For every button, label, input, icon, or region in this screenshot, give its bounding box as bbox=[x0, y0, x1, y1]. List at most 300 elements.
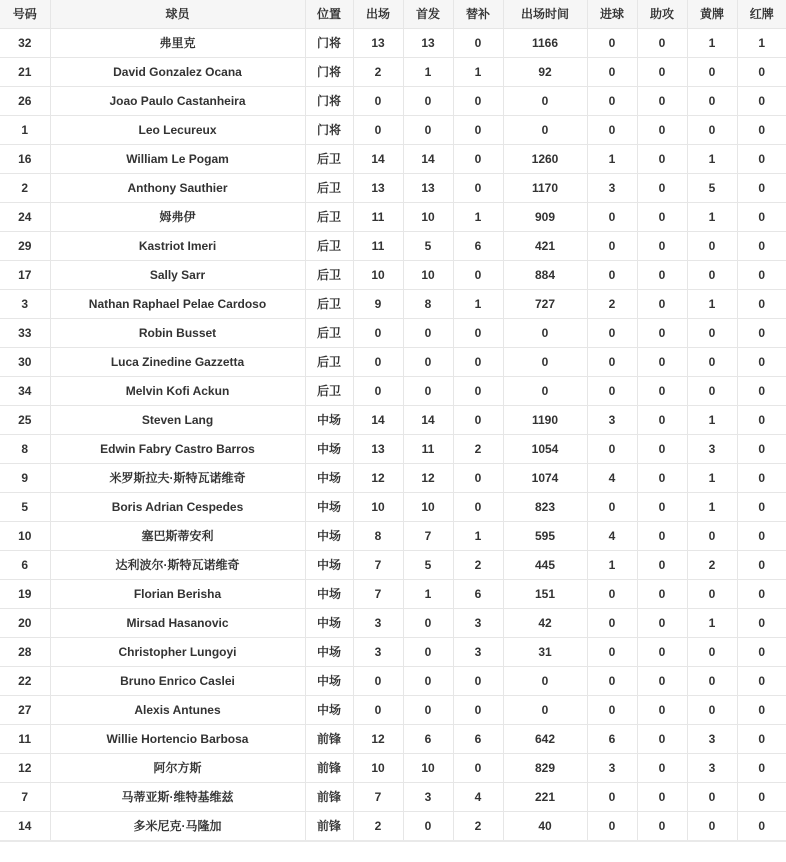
cell-assists: 0 bbox=[637, 609, 687, 638]
cell-minutes: 445 bbox=[503, 551, 587, 580]
table-row bbox=[0, 116, 786, 145]
cell-red_cards: 0 bbox=[737, 754, 786, 783]
table-row bbox=[0, 609, 786, 638]
cell-substitute: 1 bbox=[453, 58, 503, 87]
cell-position: 门将 bbox=[305, 87, 353, 116]
cell-yellow_cards: 2 bbox=[687, 551, 737, 580]
cell-red_cards: 0 bbox=[737, 522, 786, 551]
cell-appearances: 3 bbox=[353, 609, 403, 638]
cell-substitute: 0 bbox=[453, 87, 503, 116]
cell-position: 中场 bbox=[305, 638, 353, 667]
cell-position: 中场 bbox=[305, 464, 353, 493]
cell-assists: 0 bbox=[637, 551, 687, 580]
cell-yellow_cards: 0 bbox=[687, 696, 737, 725]
cell-assists: 0 bbox=[637, 319, 687, 348]
cell-red_cards: 0 bbox=[737, 87, 786, 116]
table-row bbox=[0, 638, 786, 667]
cell-appearances: 3 bbox=[353, 638, 403, 667]
cell-goals: 0 bbox=[587, 377, 637, 406]
cell-assists: 0 bbox=[637, 116, 687, 145]
cell-position: 中场 bbox=[305, 609, 353, 638]
cell-minutes: 642 bbox=[503, 725, 587, 754]
cell-position: 中场 bbox=[305, 435, 353, 464]
cell-starts: 11 bbox=[403, 435, 453, 464]
cell-yellow_cards: 0 bbox=[687, 812, 737, 841]
cell-assists: 0 bbox=[637, 290, 687, 319]
cell-player: Willie Hortencio Barbosa bbox=[50, 725, 305, 754]
cell-red_cards: 0 bbox=[737, 232, 786, 261]
cell-player: Anthony Sauthier bbox=[50, 174, 305, 203]
cell-goals: 0 bbox=[587, 319, 637, 348]
cell-player: 米罗斯拉夫·斯特瓦诺维奇 bbox=[50, 464, 305, 493]
cell-player: 多米尼克·马隆加 bbox=[50, 812, 305, 841]
cell-goals: 1 bbox=[587, 145, 637, 174]
cell-number: 19 bbox=[0, 580, 50, 609]
cell-yellow_cards: 0 bbox=[687, 348, 737, 377]
cell-assists: 0 bbox=[637, 580, 687, 609]
cell-player: Edwin Fabry Castro Barros bbox=[50, 435, 305, 464]
cell-substitute: 0 bbox=[453, 174, 503, 203]
column-header-goals: 进球 bbox=[587, 0, 637, 29]
cell-starts: 13 bbox=[403, 29, 453, 58]
cell-goals: 0 bbox=[587, 580, 637, 609]
cell-number: 3 bbox=[0, 290, 50, 319]
cell-yellow_cards: 0 bbox=[687, 58, 737, 87]
cell-appearances: 2 bbox=[353, 812, 403, 841]
cell-yellow_cards: 1 bbox=[687, 609, 737, 638]
cell-red_cards: 0 bbox=[737, 348, 786, 377]
cell-minutes: 727 bbox=[503, 290, 587, 319]
cell-position: 后卫 bbox=[305, 348, 353, 377]
cell-minutes: 1260 bbox=[503, 145, 587, 174]
cell-red_cards: 0 bbox=[737, 493, 786, 522]
cell-starts: 0 bbox=[403, 609, 453, 638]
cell-minutes: 1074 bbox=[503, 464, 587, 493]
cell-goals: 0 bbox=[587, 261, 637, 290]
cell-substitute: 1 bbox=[453, 290, 503, 319]
cell-appearances: 10 bbox=[353, 754, 403, 783]
cell-red_cards: 1 bbox=[737, 29, 786, 58]
cell-starts: 0 bbox=[403, 377, 453, 406]
cell-player: Mirsad Hasanovic bbox=[50, 609, 305, 638]
cell-red_cards: 0 bbox=[737, 725, 786, 754]
cell-starts: 8 bbox=[403, 290, 453, 319]
cell-number: 26 bbox=[0, 87, 50, 116]
cell-substitute: 0 bbox=[453, 145, 503, 174]
cell-goals: 0 bbox=[587, 667, 637, 696]
cell-assists: 0 bbox=[637, 261, 687, 290]
cell-minutes: 1170 bbox=[503, 174, 587, 203]
cell-player: Joao Paulo Castanheira bbox=[50, 87, 305, 116]
table-row bbox=[0, 203, 786, 232]
cell-goals: 0 bbox=[587, 348, 637, 377]
cell-goals: 0 bbox=[587, 435, 637, 464]
table-row bbox=[0, 406, 786, 435]
cell-substitute: 0 bbox=[453, 667, 503, 696]
cell-yellow_cards: 0 bbox=[687, 87, 737, 116]
cell-starts: 0 bbox=[403, 319, 453, 348]
table-row bbox=[0, 696, 786, 725]
cell-red_cards: 0 bbox=[737, 290, 786, 319]
cell-red_cards: 0 bbox=[737, 406, 786, 435]
cell-minutes: 0 bbox=[503, 116, 587, 145]
cell-substitute: 6 bbox=[453, 725, 503, 754]
cell-red_cards: 0 bbox=[737, 203, 786, 232]
cell-assists: 0 bbox=[637, 29, 687, 58]
cell-red_cards: 0 bbox=[737, 319, 786, 348]
cell-number: 27 bbox=[0, 696, 50, 725]
cell-substitute: 0 bbox=[453, 754, 503, 783]
table-row bbox=[0, 783, 786, 812]
cell-player: Florian Berisha bbox=[50, 580, 305, 609]
cell-substitute: 0 bbox=[453, 377, 503, 406]
cell-starts: 6 bbox=[403, 725, 453, 754]
cell-red_cards: 0 bbox=[737, 435, 786, 464]
cell-player: Sally Sarr bbox=[50, 261, 305, 290]
cell-starts: 14 bbox=[403, 406, 453, 435]
table-row bbox=[0, 522, 786, 551]
table-row bbox=[0, 435, 786, 464]
cell-appearances: 11 bbox=[353, 203, 403, 232]
cell-position: 后卫 bbox=[305, 261, 353, 290]
cell-position: 中场 bbox=[305, 696, 353, 725]
cell-assists: 0 bbox=[637, 377, 687, 406]
cell-assists: 0 bbox=[637, 406, 687, 435]
cell-number: 11 bbox=[0, 725, 50, 754]
cell-starts: 10 bbox=[403, 493, 453, 522]
cell-goals: 0 bbox=[587, 232, 637, 261]
cell-player: Steven Lang bbox=[50, 406, 305, 435]
cell-assists: 0 bbox=[637, 667, 687, 696]
cell-minutes: 823 bbox=[503, 493, 587, 522]
cell-starts: 0 bbox=[403, 812, 453, 841]
cell-assists: 0 bbox=[637, 725, 687, 754]
column-header-position: 位置 bbox=[305, 0, 353, 29]
cell-number: 33 bbox=[0, 319, 50, 348]
cell-appearances: 13 bbox=[353, 435, 403, 464]
cell-red_cards: 0 bbox=[737, 812, 786, 841]
cell-substitute: 6 bbox=[453, 232, 503, 261]
cell-assists: 0 bbox=[637, 232, 687, 261]
cell-yellow_cards: 0 bbox=[687, 319, 737, 348]
cell-assists: 0 bbox=[637, 348, 687, 377]
cell-assists: 0 bbox=[637, 754, 687, 783]
cell-substitute: 0 bbox=[453, 406, 503, 435]
cell-minutes: 0 bbox=[503, 667, 587, 696]
cell-number: 25 bbox=[0, 406, 50, 435]
cell-minutes: 884 bbox=[503, 261, 587, 290]
cell-player: Kastriot Imeri bbox=[50, 232, 305, 261]
cell-substitute: 2 bbox=[453, 551, 503, 580]
cell-position: 前锋 bbox=[305, 725, 353, 754]
cell-player: 塞巴斯蒂安利 bbox=[50, 522, 305, 551]
cell-appearances: 10 bbox=[353, 493, 403, 522]
cell-appearances: 11 bbox=[353, 232, 403, 261]
cell-starts: 5 bbox=[403, 232, 453, 261]
cell-appearances: 13 bbox=[353, 174, 403, 203]
cell-yellow_cards: 3 bbox=[687, 435, 737, 464]
cell-goals: 3 bbox=[587, 174, 637, 203]
cell-number: 5 bbox=[0, 493, 50, 522]
cell-goals: 6 bbox=[587, 725, 637, 754]
cell-yellow_cards: 1 bbox=[687, 464, 737, 493]
cell-appearances: 10 bbox=[353, 261, 403, 290]
cell-appearances: 9 bbox=[353, 290, 403, 319]
table-row bbox=[0, 261, 786, 290]
cell-position: 后卫 bbox=[305, 174, 353, 203]
cell-position: 门将 bbox=[305, 116, 353, 145]
cell-starts: 1 bbox=[403, 58, 453, 87]
cell-starts: 0 bbox=[403, 667, 453, 696]
cell-position: 后卫 bbox=[305, 232, 353, 261]
column-header-substitute: 替补 bbox=[453, 0, 503, 29]
cell-appearances: 13 bbox=[353, 29, 403, 58]
cell-assists: 0 bbox=[637, 638, 687, 667]
cell-yellow_cards: 0 bbox=[687, 667, 737, 696]
cell-position: 后卫 bbox=[305, 319, 353, 348]
column-header-minutes: 出场时间 bbox=[503, 0, 587, 29]
cell-substitute: 4 bbox=[453, 783, 503, 812]
cell-number: 9 bbox=[0, 464, 50, 493]
cell-assists: 0 bbox=[637, 783, 687, 812]
cell-number: 6 bbox=[0, 551, 50, 580]
cell-yellow_cards: 0 bbox=[687, 783, 737, 812]
table-bottom-divider bbox=[0, 840, 786, 842]
cell-assists: 0 bbox=[637, 203, 687, 232]
cell-starts: 0 bbox=[403, 348, 453, 377]
column-header-number: 号码 bbox=[0, 0, 50, 29]
table-row bbox=[0, 580, 786, 609]
cell-goals: 0 bbox=[587, 203, 637, 232]
cell-minutes: 151 bbox=[503, 580, 587, 609]
cell-yellow_cards: 1 bbox=[687, 145, 737, 174]
cell-goals: 4 bbox=[587, 522, 637, 551]
cell-minutes: 829 bbox=[503, 754, 587, 783]
cell-starts: 12 bbox=[403, 464, 453, 493]
cell-player: 达利波尔·斯特瓦诺维奇 bbox=[50, 551, 305, 580]
cell-minutes: 421 bbox=[503, 232, 587, 261]
cell-goals: 3 bbox=[587, 406, 637, 435]
cell-position: 中场 bbox=[305, 522, 353, 551]
cell-starts: 13 bbox=[403, 174, 453, 203]
cell-yellow_cards: 0 bbox=[687, 580, 737, 609]
cell-number: 2 bbox=[0, 174, 50, 203]
table-row bbox=[0, 812, 786, 841]
cell-minutes: 1190 bbox=[503, 406, 587, 435]
cell-yellow_cards: 3 bbox=[687, 725, 737, 754]
cell-goals: 2 bbox=[587, 290, 637, 319]
cell-red_cards: 0 bbox=[737, 551, 786, 580]
cell-substitute: 2 bbox=[453, 812, 503, 841]
cell-substitute: 1 bbox=[453, 522, 503, 551]
cell-substitute: 0 bbox=[453, 29, 503, 58]
cell-substitute: 0 bbox=[453, 696, 503, 725]
cell-red_cards: 0 bbox=[737, 174, 786, 203]
cell-number: 7 bbox=[0, 783, 50, 812]
cell-number: 24 bbox=[0, 203, 50, 232]
cell-assists: 0 bbox=[637, 812, 687, 841]
cell-substitute: 1 bbox=[453, 203, 503, 232]
table-row bbox=[0, 58, 786, 87]
cell-position: 后卫 bbox=[305, 203, 353, 232]
cell-position: 中场 bbox=[305, 667, 353, 696]
cell-red_cards: 0 bbox=[737, 696, 786, 725]
cell-appearances: 0 bbox=[353, 116, 403, 145]
cell-goals: 0 bbox=[587, 29, 637, 58]
cell-player: Boris Adrian Cespedes bbox=[50, 493, 305, 522]
cell-starts: 10 bbox=[403, 203, 453, 232]
cell-position: 前锋 bbox=[305, 812, 353, 841]
table-row bbox=[0, 464, 786, 493]
cell-assists: 0 bbox=[637, 145, 687, 174]
cell-yellow_cards: 0 bbox=[687, 232, 737, 261]
cell-number: 30 bbox=[0, 348, 50, 377]
table-row bbox=[0, 667, 786, 696]
cell-minutes: 92 bbox=[503, 58, 587, 87]
cell-player: Melvin Kofi Ackun bbox=[50, 377, 305, 406]
cell-minutes: 0 bbox=[503, 319, 587, 348]
cell-substitute: 3 bbox=[453, 638, 503, 667]
cell-red_cards: 0 bbox=[737, 783, 786, 812]
column-header-assists: 助攻 bbox=[637, 0, 687, 29]
cell-player: Christopher Lungoyi bbox=[50, 638, 305, 667]
cell-substitute: 0 bbox=[453, 493, 503, 522]
cell-goals: 0 bbox=[587, 696, 637, 725]
cell-starts: 3 bbox=[403, 783, 453, 812]
table-row bbox=[0, 754, 786, 783]
cell-minutes: 909 bbox=[503, 203, 587, 232]
cell-yellow_cards: 0 bbox=[687, 116, 737, 145]
cell-appearances: 12 bbox=[353, 464, 403, 493]
cell-appearances: 2 bbox=[353, 58, 403, 87]
cell-yellow_cards: 1 bbox=[687, 493, 737, 522]
cell-minutes: 0 bbox=[503, 377, 587, 406]
cell-red_cards: 0 bbox=[737, 667, 786, 696]
cell-yellow_cards: 5 bbox=[687, 174, 737, 203]
table-row bbox=[0, 232, 786, 261]
table-row bbox=[0, 319, 786, 348]
cell-number: 10 bbox=[0, 522, 50, 551]
cell-starts: 14 bbox=[403, 145, 453, 174]
cell-starts: 10 bbox=[403, 754, 453, 783]
cell-red_cards: 0 bbox=[737, 261, 786, 290]
cell-substitute: 0 bbox=[453, 348, 503, 377]
cell-minutes: 0 bbox=[503, 348, 587, 377]
table-row bbox=[0, 377, 786, 406]
cell-assists: 0 bbox=[637, 58, 687, 87]
table-row bbox=[0, 174, 786, 203]
header-row bbox=[0, 0, 786, 29]
cell-player: Bruno Enrico Caslei bbox=[50, 667, 305, 696]
cell-red_cards: 0 bbox=[737, 638, 786, 667]
cell-number: 34 bbox=[0, 377, 50, 406]
cell-appearances: 0 bbox=[353, 319, 403, 348]
cell-number: 22 bbox=[0, 667, 50, 696]
cell-number: 12 bbox=[0, 754, 50, 783]
cell-starts: 0 bbox=[403, 116, 453, 145]
cell-assists: 0 bbox=[637, 464, 687, 493]
cell-yellow_cards: 1 bbox=[687, 29, 737, 58]
table-row bbox=[0, 725, 786, 754]
cell-player: 弗里克 bbox=[50, 29, 305, 58]
cell-number: 29 bbox=[0, 232, 50, 261]
cell-position: 门将 bbox=[305, 58, 353, 87]
cell-yellow_cards: 0 bbox=[687, 522, 737, 551]
cell-yellow_cards: 0 bbox=[687, 261, 737, 290]
cell-starts: 10 bbox=[403, 261, 453, 290]
cell-minutes: 595 bbox=[503, 522, 587, 551]
table-row bbox=[0, 551, 786, 580]
cell-red_cards: 0 bbox=[737, 58, 786, 87]
cell-assists: 0 bbox=[637, 493, 687, 522]
table-row bbox=[0, 87, 786, 116]
table-row bbox=[0, 348, 786, 377]
cell-yellow_cards: 1 bbox=[687, 203, 737, 232]
cell-starts: 0 bbox=[403, 87, 453, 116]
cell-appearances: 14 bbox=[353, 406, 403, 435]
cell-yellow_cards: 3 bbox=[687, 754, 737, 783]
table-row bbox=[0, 290, 786, 319]
cell-position: 后卫 bbox=[305, 377, 353, 406]
cell-goals: 0 bbox=[587, 609, 637, 638]
cell-position: 后卫 bbox=[305, 290, 353, 319]
cell-position: 前锋 bbox=[305, 783, 353, 812]
cell-goals: 0 bbox=[587, 638, 637, 667]
cell-goals: 3 bbox=[587, 754, 637, 783]
cell-goals: 0 bbox=[587, 87, 637, 116]
cell-position: 后卫 bbox=[305, 145, 353, 174]
cell-position: 门将 bbox=[305, 29, 353, 58]
cell-red_cards: 0 bbox=[737, 145, 786, 174]
cell-substitute: 0 bbox=[453, 464, 503, 493]
cell-assists: 0 bbox=[637, 435, 687, 464]
cell-player: William Le Pogam bbox=[50, 145, 305, 174]
cell-goals: 0 bbox=[587, 493, 637, 522]
table-row bbox=[0, 493, 786, 522]
table-row bbox=[0, 145, 786, 174]
cell-substitute: 3 bbox=[453, 609, 503, 638]
cell-assists: 0 bbox=[637, 696, 687, 725]
cell-player: Alexis Antunes bbox=[50, 696, 305, 725]
cell-appearances: 7 bbox=[353, 551, 403, 580]
cell-player: Nathan Raphael Pelae Cardoso bbox=[50, 290, 305, 319]
cell-goals: 0 bbox=[587, 58, 637, 87]
cell-yellow_cards: 0 bbox=[687, 377, 737, 406]
column-header-starts: 首发 bbox=[403, 0, 453, 29]
cell-goals: 4 bbox=[587, 464, 637, 493]
cell-number: 32 bbox=[0, 29, 50, 58]
cell-minutes: 0 bbox=[503, 87, 587, 116]
cell-red_cards: 0 bbox=[737, 609, 786, 638]
cell-goals: 0 bbox=[587, 783, 637, 812]
cell-position: 中场 bbox=[305, 406, 353, 435]
cell-player: Luca Zinedine Gazzetta bbox=[50, 348, 305, 377]
cell-player: 马蒂亚斯·维特基维兹 bbox=[50, 783, 305, 812]
cell-appearances: 0 bbox=[353, 667, 403, 696]
cell-position: 中场 bbox=[305, 493, 353, 522]
cell-number: 14 bbox=[0, 812, 50, 841]
cell-assists: 0 bbox=[637, 522, 687, 551]
cell-minutes: 31 bbox=[503, 638, 587, 667]
cell-minutes: 1166 bbox=[503, 29, 587, 58]
cell-appearances: 0 bbox=[353, 377, 403, 406]
cell-red_cards: 0 bbox=[737, 116, 786, 145]
cell-appearances: 0 bbox=[353, 87, 403, 116]
cell-number: 1 bbox=[0, 116, 50, 145]
cell-appearances: 0 bbox=[353, 696, 403, 725]
cell-player: Robin Busset bbox=[50, 319, 305, 348]
cell-red_cards: 0 bbox=[737, 580, 786, 609]
